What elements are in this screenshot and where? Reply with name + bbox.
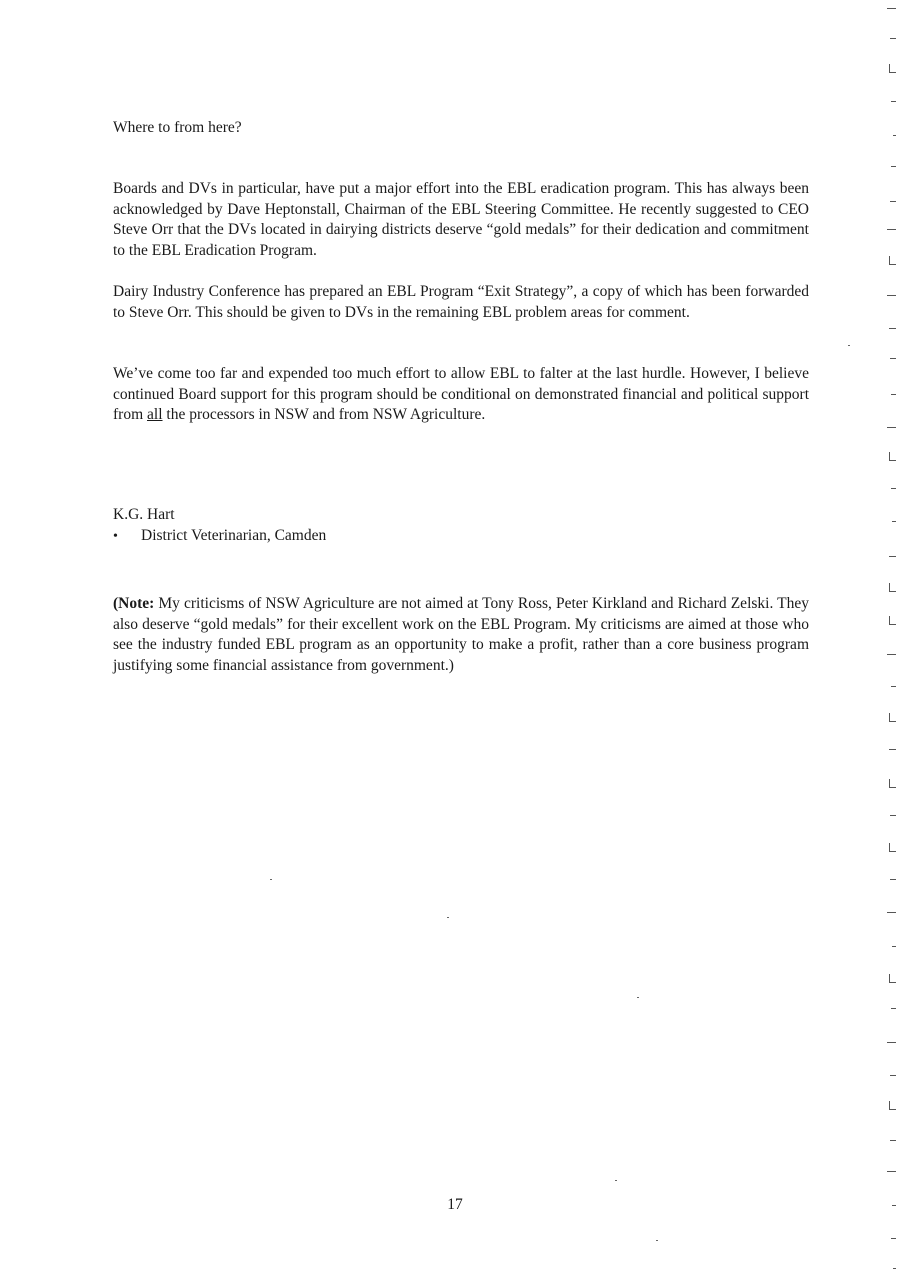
paragraph-board-effort: Boards and DVs in particular, have put a major effort into the EBL eradication program. This has always been acknowledged by Dave Heptonstall, Chairman of the EBL Steering Committee. He recently suggested to CEO Steve Orr that the DVs located in dairying districts deserve “gold medals” for their dedication and commitment to the EBL Eradication Program. (113, 180, 809, 259)
note-text: My criticisms of NSW Agriculture are not aimed at Tony Ross, Peter Kirkland and Richard Zelski. They also deserve “gold medals” for their excellent work on the EBL Program. My criticisms are aimed at those who see the industry funded EBL program as an opportunity to make a profit, rather than a core business program justifying some financial assistance from government.) (113, 595, 809, 674)
note-paragraph (113, 594, 809, 676)
paragraph-board-support-text-end: the processors in NSW and from NSW Agriculture. (162, 406, 486, 423)
paragraph-exit-strategy: Dairy Industry Conference has prepared an EBL Program “Exit Strategy”, a copy of which has been forwarded to Steve Orr. This should be given to DVs in the remaining EBL problem areas for comment. (113, 283, 809, 321)
paragraph-board-support-text-start: We’ve come too far and expended too much effort to allow EBL to falter at the last hurdle. However, I believe continued Board support for this program should be conditional on demonstrated financial and political support from (113, 365, 809, 423)
page-number: 17 (447, 1196, 463, 1213)
paragraph-board-support (113, 364, 809, 426)
signature-name: K.G. Hart (113, 506, 175, 523)
section-heading: Where to from here? (113, 119, 242, 136)
signature-role: District Veterinarian, Camden (141, 527, 327, 544)
bullet-point: • (113, 529, 118, 544)
underlined-word: all (147, 406, 163, 423)
signature-role-line (113, 526, 809, 548)
note-label: (Note: (113, 595, 155, 612)
